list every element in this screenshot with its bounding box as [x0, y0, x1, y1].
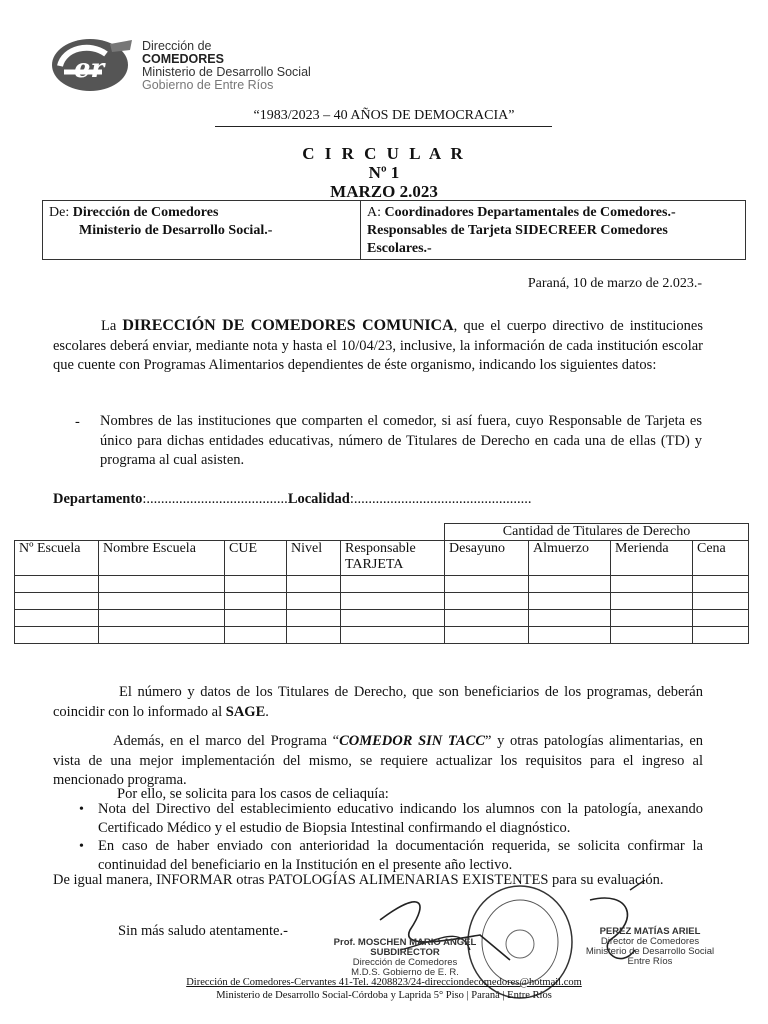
letterhead	[142, 40, 311, 92]
circular-title: C I R C U L A R	[302, 144, 466, 163]
note-paragraph-4: De igual manera, INFORMAR otras PATOLOGÍAS ALIMENARIAS EXISTENTES para su evaluación.	[53, 872, 664, 888]
letterhead-line4: Gobierno de Entre Ríos	[142, 78, 274, 92]
note-paragraph-1	[53, 683, 703, 722]
intro-rest: , que el cuerpo directivo de instituciones escolares deberá enviar, mediante nota y hasta el 10/04/23, inclusive, la información de cada institución escolar que cuente con Programas Alimentarios dependientes de éste organismo, indicando los siguientes datos:	[53, 318, 704, 373]
letterhead-line1: Dirección de	[142, 39, 212, 53]
note1-bold: SAGE	[225, 703, 266, 720]
right-sig-ministry: Ministerio de Desarrollo Social	[585, 946, 715, 957]
note1-text: El número y datos de los Titulares de Derecho, que son beneficiarios de los programas, deberán coincidir con lo informado al	[53, 684, 703, 720]
table-row[interactable]	[15, 576, 749, 593]
table-group-header-row	[15, 524, 749, 541]
table-header-row	[15, 541, 749, 576]
from-line1: Dirección de Comedores	[72, 205, 219, 220]
col-header: Merienda	[611, 541, 693, 576]
footer-line-2: Ministerio de Desarrollo Social-Córdoba y Laprida 5° Piso | Paraná | Entre Ríos	[216, 990, 552, 1001]
from-line2: Ministerio de Desarrollo Social.-	[79, 223, 273, 238]
bullet-dash: -	[75, 414, 80, 430]
bullet-2: En caso de haber enviado con anterioridad la documentación requerida, se solicita confirmar la continuidad del beneficiario en la Institución en el presente año lectivo.	[98, 838, 703, 873]
left-signature-block	[330, 938, 480, 978]
motto-underline	[215, 126, 552, 127]
address-box	[42, 200, 746, 260]
note2-a: Además, en el marco del Programa “	[113, 733, 340, 749]
col-header: Nombre Escuela	[99, 541, 225, 576]
dept-label: Departamento	[53, 491, 143, 507]
to-line3: Escolares.-	[367, 241, 432, 256]
footer-line-1: Dirección de Comedores-Cervantes 41-Tel. 4208823/24-direcciondecomedores@hotmail.com	[186, 977, 582, 988]
group-header: Cantidad de Titulares de Derecho	[445, 524, 749, 541]
date: Paraná, 10 de marzo de 2.023.-	[527, 276, 702, 291]
left-sig-role: SUBDIRECTOR	[370, 947, 440, 958]
motto: “1983/2023 – 40 AÑOS DE DEMOCRACIA”	[253, 108, 515, 123]
table-row[interactable]	[15, 610, 749, 627]
to-label: A:	[367, 205, 381, 220]
note-paragraph-3: Por ello, se solicita para los casos de celiaquía:	[117, 786, 389, 802]
logo-mark-text: er	[74, 54, 105, 84]
er-logo	[50, 32, 138, 94]
dept-dots: :.......................................	[142, 491, 288, 507]
from-cell	[43, 201, 361, 259]
letterhead-line2: COMEDORES	[142, 52, 224, 66]
bullet-dot: •	[79, 839, 84, 854]
to-cell	[361, 201, 745, 259]
circular-number: Nº 1	[368, 163, 400, 182]
from-label: De:	[49, 205, 70, 220]
note2-b: ” y otras patologías alimentarias, en vista de una mejor implementación del mismo, se requiere actualizar los requisitos para el ingreso al mencionado programa.	[53, 733, 703, 788]
col-header: Almuerzo	[529, 541, 611, 576]
department-locality-line	[53, 491, 532, 508]
loc-label: Localidad	[287, 491, 350, 507]
circular-month: MARZO 2.023	[330, 182, 438, 201]
to-line2: Responsables de Tarjeta SIDECREER Comedores	[367, 223, 668, 238]
intro-bold: DIRECCIÓN DE COMEDORES COMUNICA	[122, 317, 454, 334]
note2-bold: COMEDOR SIN TACC	[339, 733, 485, 749]
letterhead-line3: Ministerio de Desarrollo Social	[142, 65, 311, 79]
col-header: Cena	[693, 541, 749, 576]
left-sig-name: Prof. MOSCHEN MARIO ANGEL	[333, 937, 477, 948]
schools-table	[14, 523, 749, 644]
to-line1: Coordinadores Departamentales de Comedores.-	[384, 205, 676, 220]
loc-dots: :.................................................	[349, 491, 532, 507]
col-header: Nº Escuela	[15, 541, 99, 576]
col-header: Responsable TARJETA	[341, 541, 445, 576]
bullet-1: Nota del Directivo del establecimiento educativo indicando los alumnos con la patología, anexando Certificado Médico y el estudio de Biopsia Intestinal confirmando el diagnóstico.	[98, 801, 703, 836]
note1-end: .	[265, 703, 269, 720]
col-header: Nivel	[287, 541, 341, 576]
bullet-dot: •	[79, 802, 84, 817]
left-sig-office: Dirección de Comedores	[352, 957, 458, 968]
note-paragraph-2	[53, 732, 703, 791]
intro-lead: La	[101, 318, 117, 334]
right-sig-province: Entre Ríos	[627, 956, 673, 967]
col-header: Desayuno	[445, 541, 529, 576]
right-sig-name: PEREZ MATÍAS ARIEL	[599, 926, 701, 937]
intro-paragraph	[53, 316, 703, 376]
left-sig-ministry: M.D.S. Gobierno de E. R.	[351, 967, 459, 978]
col-header: CUE	[225, 541, 287, 576]
closing: Sin más saludo atentamente.-	[118, 923, 288, 939]
table-row[interactable]	[15, 627, 749, 644]
bullet-text: Nombres de las instituciones que comparten el comedor, si así fuera, cuyo Responsable de Tarjeta es único para dichas entidades educativas, número de Titulares de Derecho en cada una de ellas (TD) y programa al cual asisten.	[100, 413, 702, 468]
table-row[interactable]	[15, 593, 749, 610]
right-signature-block	[575, 927, 725, 967]
right-sig-role: Director de Comedores	[600, 936, 700, 947]
